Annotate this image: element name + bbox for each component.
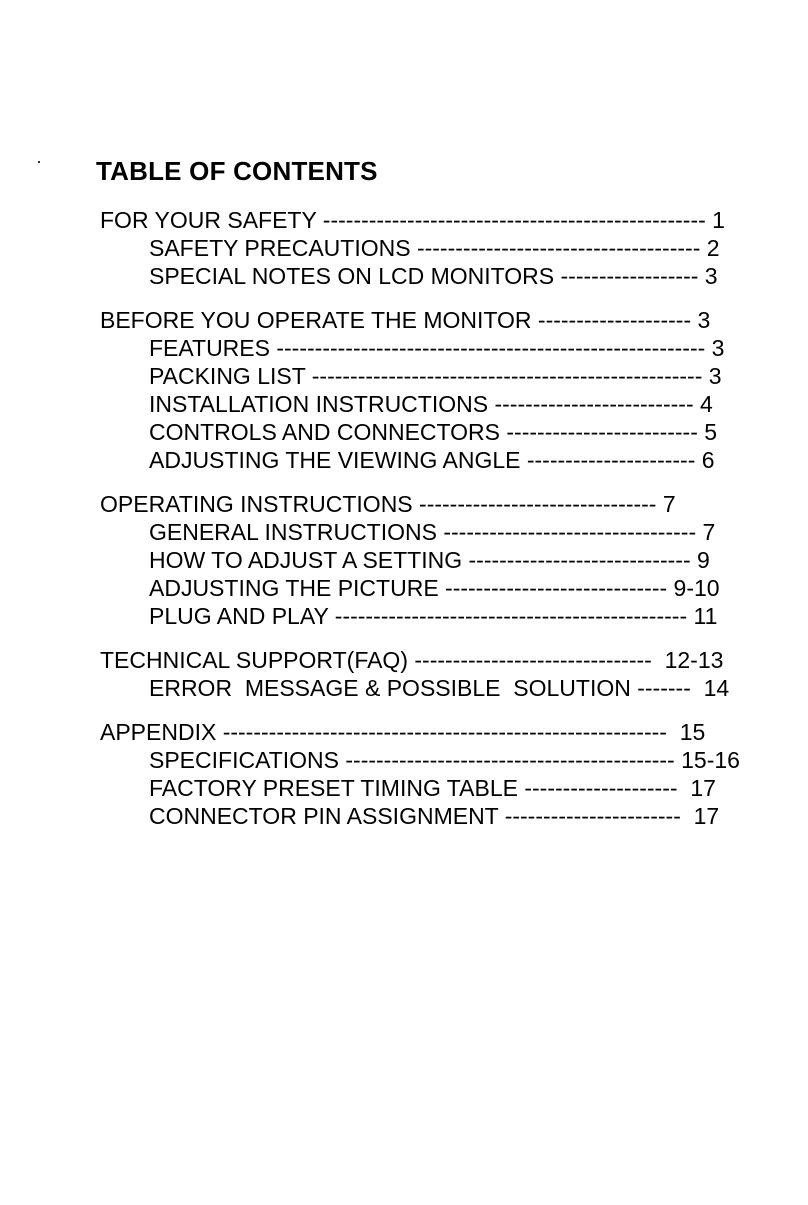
toc-entry-before-you-operate: BEFORE YOU OPERATE THE MONITOR -------------------- 3: [100, 307, 711, 333]
toc-entry-pin-assignment: CONNECTOR PIN ASSIGNMENT ----------------------- 17: [149, 803, 720, 829]
toc-entry-safety-precautions: SAFETY PRECAUTIONS ------------------------------------- 2: [149, 235, 720, 261]
toc-entry-adjust-setting: HOW TO ADJUST A SETTING ----------------------------- 9: [149, 547, 710, 573]
page-title: TABLE OF CONTENTS: [96, 156, 378, 186]
toc-entry-adjusting-picture: ADJUSTING THE PICTURE ----------------------------- 9-10: [149, 575, 720, 601]
toc-entry-packing-list: PACKING LIST --------------------------------------------------- 3: [149, 363, 722, 389]
toc-entry-specifications: SPECIFICATIONS ------------------------------------------- 15-16: [149, 747, 740, 773]
toc-entry-technical-support: TECHNICAL SUPPORT(FAQ) ------------------------------- 12-13: [100, 647, 724, 673]
toc-entry-error-message: ERROR MESSAGE & POSSIBLE SOLUTION ------- 14: [149, 675, 730, 701]
toc-entry-controls: CONTROLS AND CONNECTORS ------------------------- 5: [149, 419, 718, 445]
toc-entry-appendix: APPENDIX ---------------------------------------------------------- 15: [100, 719, 706, 745]
toc-entry-for-your-safety: FOR YOUR SAFETY -------------------------------------------------- 1: [100, 207, 725, 233]
stray-dot-mark: [38, 161, 40, 163]
toc-entry-special-notes: SPECIAL NOTES ON LCD MONITORS ------------------ 3: [149, 263, 718, 289]
toc-entry-features: FEATURES -------------------------------------------------------- 3: [149, 335, 725, 361]
toc-entry-general-instructions: GENERAL INSTRUCTIONS --------------------------------- 7: [149, 519, 716, 545]
toc-entry-installation: INSTALLATION INSTRUCTIONS -------------------------- 4: [149, 391, 713, 417]
toc-entry-timing-table: FACTORY PRESET TIMING TABLE -------------------- 17: [149, 775, 716, 801]
toc-entry-operating-instructions: OPERATING INSTRUCTIONS ------------------------------- 7: [100, 491, 676, 517]
toc-entry-viewing-angle: ADJUSTING THE VIEWING ANGLE ---------------------- 6: [149, 447, 715, 473]
toc-entry-plug-and-play: PLUG AND PLAY ---------------------------------------------- 11: [149, 603, 718, 629]
